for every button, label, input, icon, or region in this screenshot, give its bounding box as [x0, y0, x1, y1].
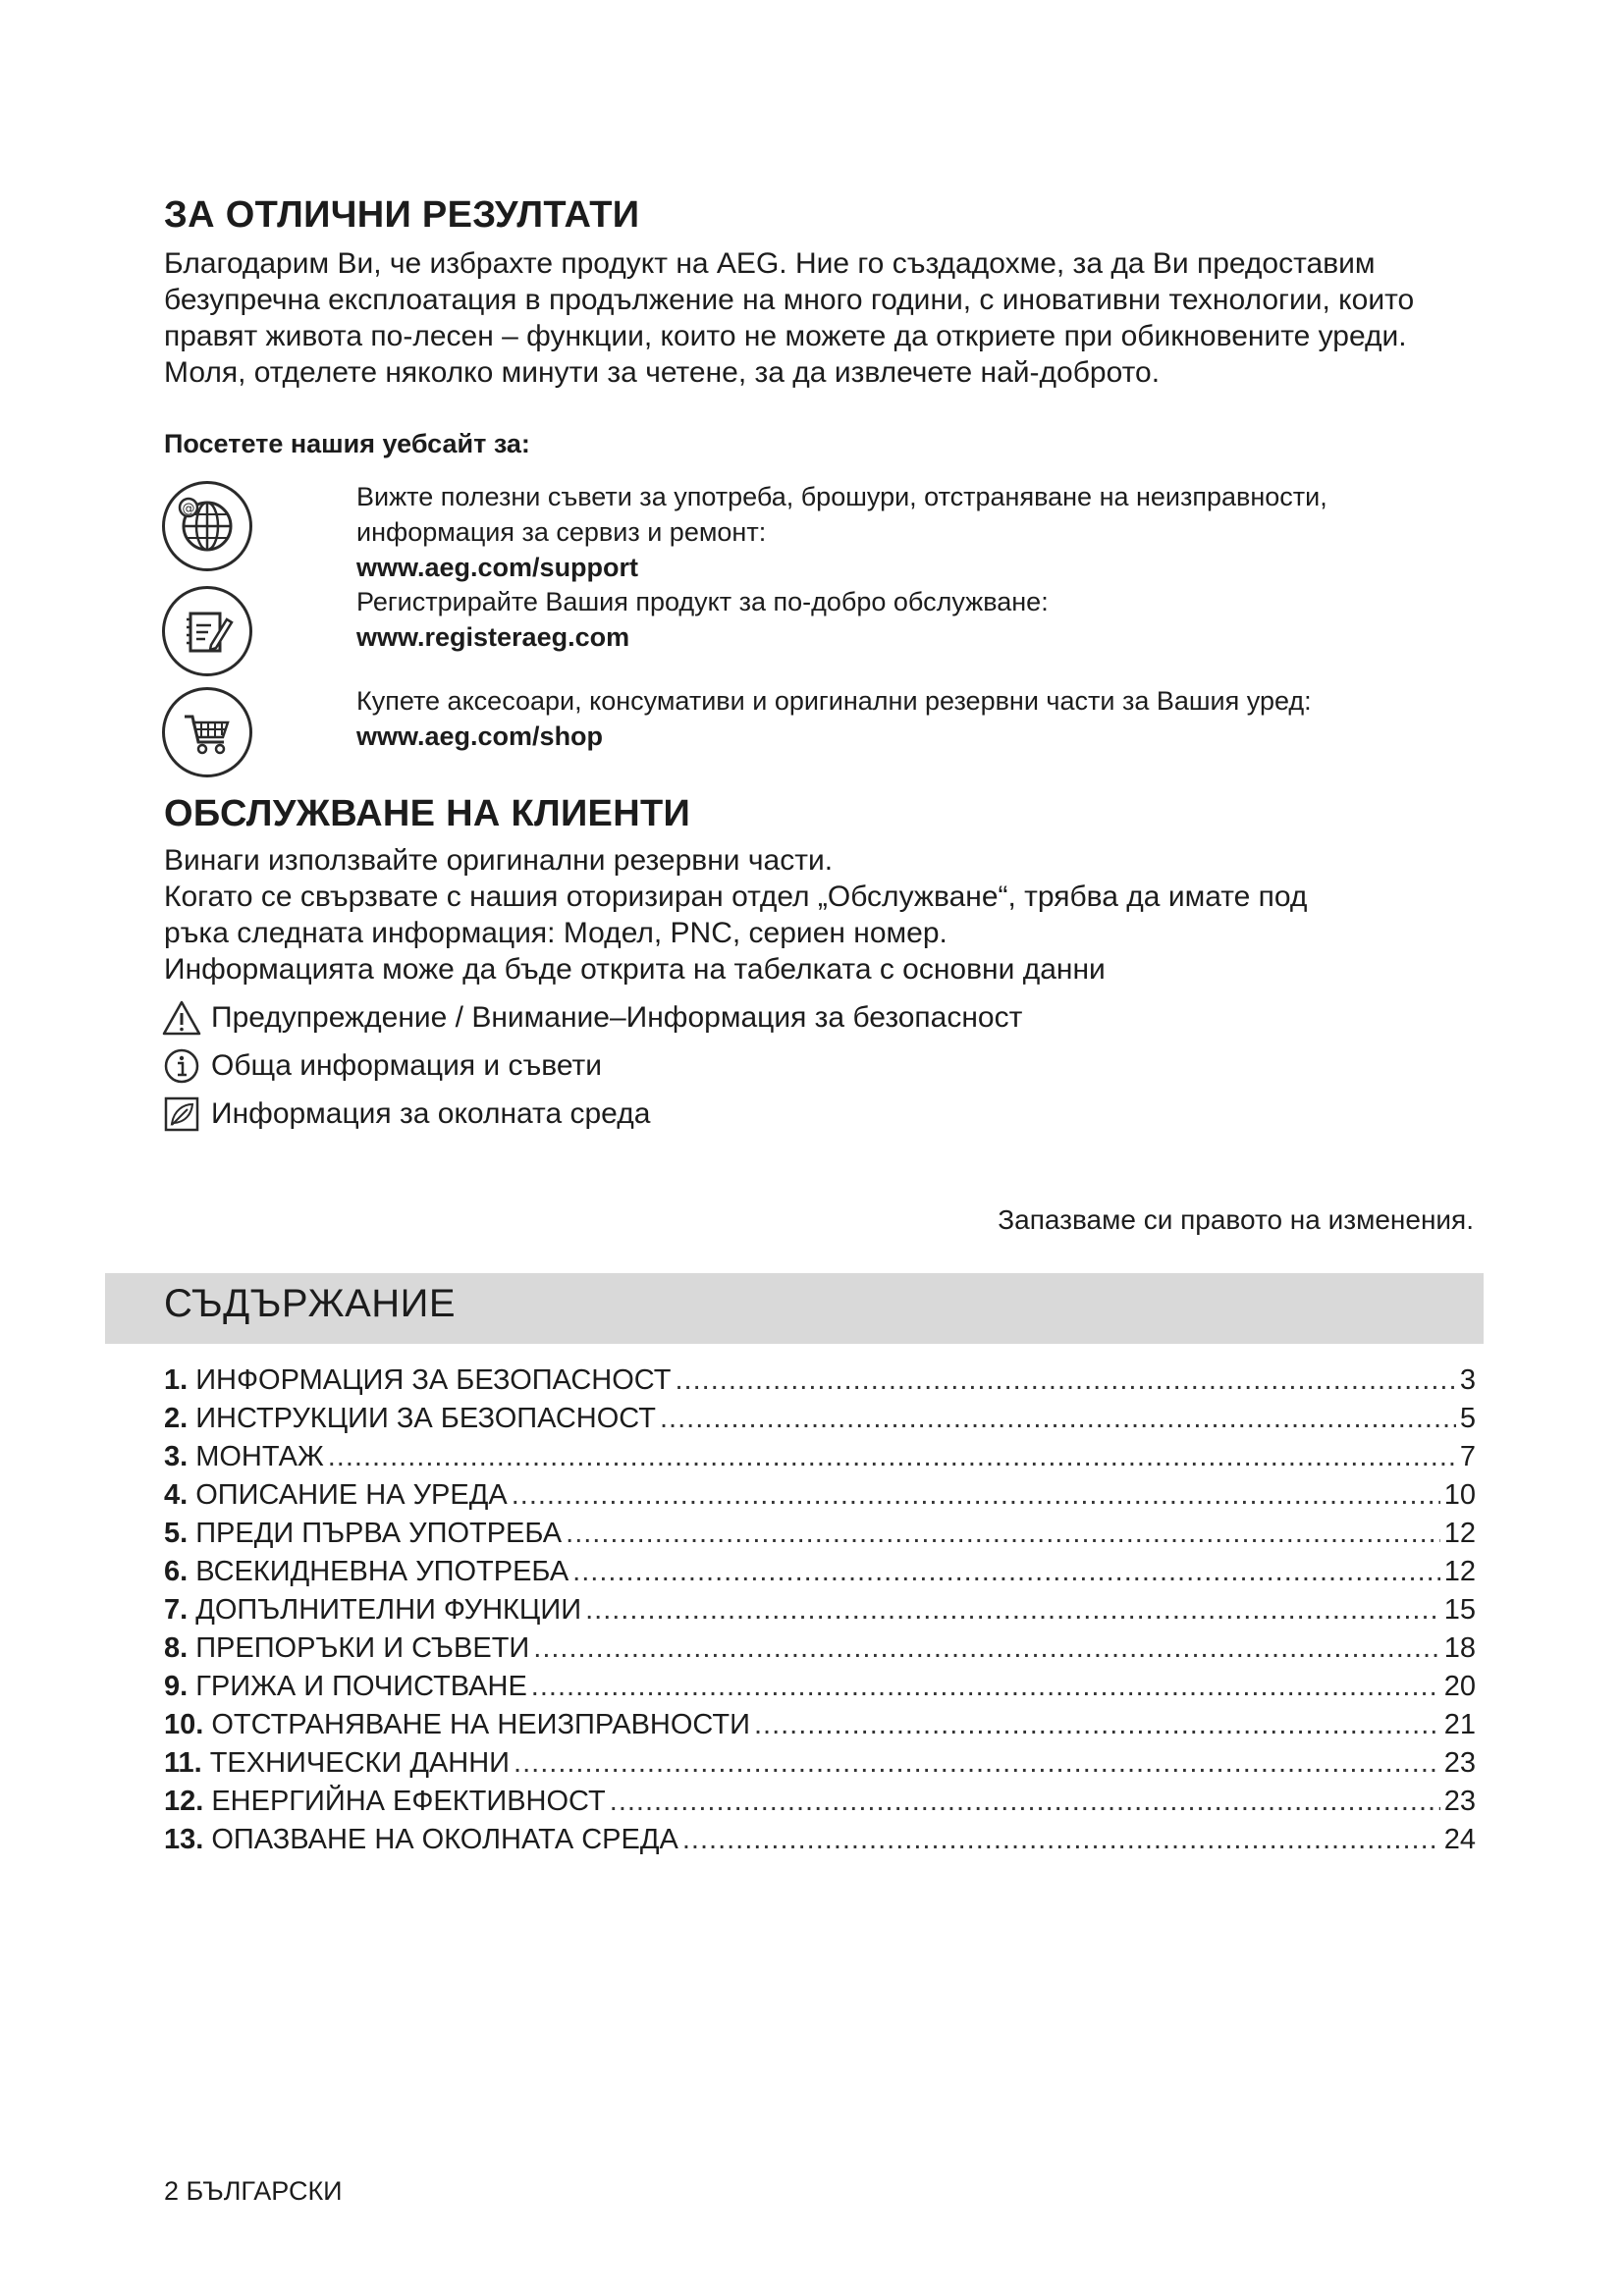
toc-entry[interactable]: [164, 1786, 1476, 1824]
toc-entry-page: 12: [1443, 1518, 1476, 1549]
toc-entry-title: ОПИСАНИЕ НА УРЕДА: [195, 1479, 508, 1511]
toc-entry-number: 2.: [164, 1403, 189, 1434]
toc-leader-dots: [328, 1441, 1456, 1473]
globe-at-icon: [162, 481, 252, 571]
toc-entry-number: 4.: [164, 1479, 189, 1511]
link-shop: [356, 683, 1312, 754]
toc-leader-dots: [610, 1786, 1440, 1818]
legend-info-text: Обща информация и съвети: [211, 1049, 603, 1082]
toc-leader-dots: [531, 1671, 1440, 1703]
toc-entry-page: 18: [1443, 1632, 1476, 1664]
toc-entry-title: ПРЕДИ ПЪРВА УПОТРЕБА: [195, 1518, 563, 1549]
toc-entry[interactable]: [164, 1709, 1476, 1747]
link-shop-text: Купете аксесоари, консумативи и оригинални резервни части за Вашия уред:: [356, 686, 1312, 716]
toc-leader-dots: [533, 1632, 1439, 1665]
toc-entry[interactable]: [164, 1594, 1476, 1632]
legend-warning: [162, 998, 1022, 1038]
toc-entry-title: ПРЕПОРЪКИ И СЪВЕТИ: [195, 1632, 530, 1664]
toc-entry-number: 9.: [164, 1671, 189, 1702]
toc-entry-title: ОТСТРАНЯВАНЕ НА НЕИЗПРАВНОСТИ: [211, 1709, 750, 1740]
toc-entry-page: 23: [1443, 1786, 1476, 1817]
toc-entry-number: 5.: [164, 1518, 189, 1549]
link-register-url[interactable]: www.registeraeg.com: [356, 622, 630, 652]
toc-entry[interactable]: [164, 1747, 1476, 1786]
toc-entry-title: ИНСТРУКЦИИ ЗА БЕЗОПАСНОСТ: [195, 1403, 656, 1434]
service-line: Информацията може да бъде открита на табелката с основни данни: [164, 953, 1106, 986]
toc-entry-page: 20: [1443, 1671, 1476, 1702]
link-shop-url[interactable]: www.aeg.com/shop: [356, 721, 604, 751]
toc-entry[interactable]: [164, 1479, 1476, 1518]
toc-entry-number: 7.: [164, 1594, 189, 1626]
service-text: [164, 842, 1489, 988]
toc-entry-page: 23: [1443, 1747, 1476, 1779]
svg-text:@: @: [182, 502, 195, 516]
toc-entry-page: 24: [1443, 1824, 1476, 1855]
toc-entry-title: ДОПЪЛНИТЕЛНИ ФУНКЦИИ: [195, 1594, 582, 1626]
service-line: ръка следната информация: Модел, PNC, сериен номер.: [164, 917, 947, 949]
toc-leader-dots: [514, 1747, 1440, 1780]
info-icon: [162, 1046, 201, 1086]
results-intro: Благодарим Ви, че избрахте продукт на AEG. Ние го създадохме, за да Ви предоставим безупречна експлоатация в продължение на много години, с иновативни технологии, които правят живота по-лесен – функции, които не можете да откриете при обикновените уреди. Моля, отделете няколко минути за четене, за да извлечете най-доброто.: [164, 247, 1415, 389]
toc-entry[interactable]: [164, 1671, 1476, 1709]
toc-entry-number: 10.: [164, 1709, 204, 1740]
toc-leader-dots: [572, 1556, 1440, 1588]
toc-entry-page: 7: [1459, 1441, 1476, 1472]
visit-website-label: Посетете нашия уебсайт за:: [164, 429, 530, 458]
toc-entry[interactable]: [164, 1824, 1476, 1862]
service-line: Когато се свързвате с нашия оторизиран отдел „Обслужване“, трябва да имате под: [164, 881, 1308, 913]
toc-entry-title: ЕНЕРГИЙНА ЕФЕКТИВНОСТ: [211, 1786, 606, 1817]
service-title: ОБСЛУЖВАНЕ НА КЛИЕНТИ: [164, 793, 691, 834]
environment-leaf-icon: [162, 1095, 201, 1134]
link-support-url[interactable]: www.aeg.com/support: [356, 553, 639, 582]
link-register: [356, 584, 1049, 655]
toc-entry-title: ИНФОРМАЦИЯ ЗА БЕЗОПАСНОСТ: [195, 1364, 672, 1396]
toc-entry-title: МОНТАЖ: [195, 1441, 324, 1472]
legend-info: [162, 1046, 602, 1086]
toc-entry[interactable]: [164, 1364, 1476, 1403]
rights-reserved-note: Запазваме си правото на изменения.: [998, 1204, 1474, 1235]
link-support: [356, 479, 1456, 585]
shopping-cart-icon: [162, 687, 252, 777]
toc-entry-number: 8.: [164, 1632, 189, 1664]
toc-entry[interactable]: [164, 1556, 1476, 1594]
page-footer: 2 БЪЛГАРСКИ: [164, 2176, 343, 2206]
register-document-icon: [162, 586, 252, 676]
table-of-contents: [164, 1364, 1476, 1862]
toc-entry-number: 12.: [164, 1786, 204, 1817]
toc-entry-page: 5: [1459, 1403, 1476, 1434]
warning-triangle-icon: [162, 998, 201, 1038]
toc-entry-page: 10: [1443, 1479, 1476, 1511]
toc-entry[interactable]: [164, 1441, 1476, 1479]
toc-entry[interactable]: [164, 1632, 1476, 1671]
results-title: ЗА ОТЛИЧНИ РЕЗУЛТАТИ: [164, 194, 640, 236]
toc-entry-number: 13.: [164, 1824, 204, 1855]
toc-entry-number: 1.: [164, 1364, 189, 1396]
toc-entry-page: 15: [1443, 1594, 1476, 1626]
toc-leader-dots: [675, 1364, 1455, 1397]
toc-title: СЪДЪРЖАНИЕ: [164, 1282, 457, 1325]
toc-leader-dots: [682, 1824, 1440, 1856]
toc-entry-page: 3: [1459, 1364, 1476, 1396]
toc-entry-title: ВСЕКИДНЕВНА УПОТРЕБА: [195, 1556, 569, 1587]
toc-leader-dots: [566, 1518, 1440, 1550]
toc-leader-dots: [512, 1479, 1440, 1512]
toc-entry-page: 12: [1443, 1556, 1476, 1587]
toc-entry-number: 11.: [164, 1747, 202, 1779]
toc-leader-dots: [754, 1709, 1440, 1741]
toc-leader-dots: [660, 1403, 1456, 1435]
link-register-text: Регистрирайте Вашия продукт за по-добро обслужване:: [356, 587, 1049, 616]
toc-leader-dots: [585, 1594, 1440, 1627]
legend-environment-text: Информация за околната среда: [211, 1097, 651, 1130]
service-line: Винаги използвайте оригинални резервни части.: [164, 844, 834, 877]
toc-entry[interactable]: [164, 1403, 1476, 1441]
toc-entry-title: ТЕХНИЧЕСКИ ДАННИ: [209, 1747, 511, 1779]
legend-environment: [162, 1095, 650, 1134]
link-support-text: Вижте полезни съвети за употреба, брошури, отстраняване на неизправности, информация за сервиз и ремонт:: [356, 482, 1327, 547]
toc-entry-number: 3.: [164, 1441, 189, 1472]
toc-entry-title: ОПАЗВАНЕ НА ОКОЛНАТА СРЕДА: [211, 1824, 678, 1855]
toc-entry-page: 21: [1443, 1709, 1476, 1740]
toc-entry-number: 6.: [164, 1556, 189, 1587]
toc-entry-title: ГРИЖА И ПОЧИСТВАНЕ: [195, 1671, 527, 1702]
legend-warning-text: Предупреждение / Внимание–Информация за безопасност: [211, 1001, 1023, 1034]
toc-entry[interactable]: [164, 1518, 1476, 1556]
